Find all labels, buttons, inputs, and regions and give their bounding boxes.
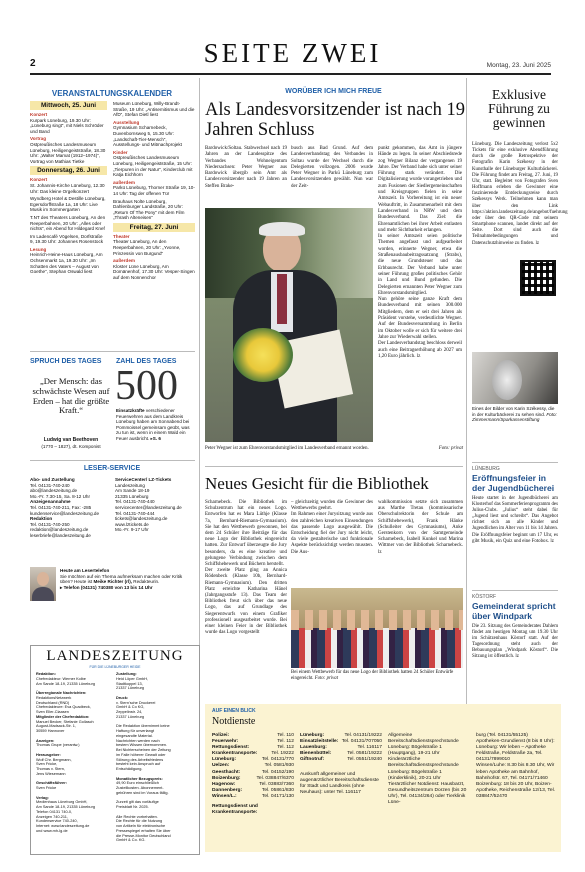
side-rule — [472, 462, 558, 463]
zahl-label: ZAHL DES TAGES — [116, 358, 177, 365]
impressum-line: gebühren sind im Voraus fällig. — [116, 790, 169, 795]
impressum-line: August-Madsack-Str. 1, — [36, 724, 76, 729]
zahl-title: Einsatzkräfte — [116, 408, 145, 413]
kal-cat: Vortrag — [30, 136, 46, 142]
impressum-line: eingesandte Material. — [116, 733, 153, 738]
notdienst-row-phone: Tel. 03883/7360 — [259, 781, 294, 787]
kalender-rule — [30, 351, 195, 352]
main-rule — [205, 466, 463, 467]
notdienst-row-label: Uelzen: — [212, 763, 230, 769]
notdienst-row-phone: Tel. 04152/190 — [261, 769, 294, 775]
leser-line: abo@landeszeitung.de — [30, 488, 78, 494]
column-rule-left — [199, 78, 200, 678]
leser-line: servicecenter@landeszeitung.de — [115, 504, 182, 510]
impressum-line: Thomas Grupe (verantw.) — [36, 743, 80, 748]
notdienst-row-phone: Tel. 0581/930 — [264, 763, 294, 769]
exklusiv-caption-credit: Foto: Zimmermann/Sparkassenstiftung — [472, 411, 557, 423]
notdienst-row-phone: Tel. 04131/707050 — [341, 739, 382, 745]
leser-redaktion-title: Redaktion — [30, 516, 53, 522]
notdienst-row-label: Lüneburg: — [300, 733, 325, 738]
photo-szekessy — [472, 352, 558, 404]
zahl-body: verschiedener Feuerwehren aus dem Landkreis Lüneburg haben am Sonnabend bei Pommoissel gemeinsam geübt, was zu tun ist, wenn in einem Wald ein Feuer ausbricht. — [116, 408, 190, 441]
main-caption-credit: Foto: privat — [438, 446, 463, 451]
notdienst-row-label: Boizenburg: — [212, 775, 241, 781]
kal-entry: Ostpreußisches Landesmuseum Lüneburg, Heiligengeiststraße, 18.30 Uhr: „Walter Mamat (1912–1974)“, Vortrag von Mathias Tietke — [30, 141, 106, 164]
kal-entry: Theater Lüneburg, An den Reeperbahnen, 20 Uhr: „Yvonne, Prinzessin von Burgund“ — [113, 239, 181, 256]
bib-col-1: Scharnebeck. Die Bibliothek im Schulzentrum hat ein neues Logo. Entworfen hat es Mara Lüthje (Klasse 7a, Bernhard-Riemann-Gymnasium). Sie hat den Wettbewerb gewonnen, bei dem 24 Schüler ihre Beiträge für das neue Logo der Bibliothek eingereicht hatten. Zur Entwurf überzeugte die Jury besonders, da es eine kreative und gelungene Verbindung zwischen dem Schiffshebewerk und Büchern herstellt. Der zweite Platz ging an Annica Rödenbeck (Klasse 10b, Bernhard-Riemann-Gymnasium). Den dritten Platz erreichte Katharina Hänel (Jahrgangsstufe 13). Das Team der Bibliothek freut sich über das neue Logo, das auf Grundlage des Siegerentwurfs von einem Grafiker professionell ausgearbeitet wurde. Bei einer kleinen Feier in der Bibliothek wurde das Logo vorgestellt — [205, 500, 287, 636]
impressum-line: Zustellkosten. Abonnement- — [116, 786, 164, 790]
leser-label: LESER-SERVICE — [83, 465, 141, 472]
leser-line: kundenservice@landeszeitung.de — [30, 510, 100, 516]
leser-line: tickets@landeszeitung.de — [115, 516, 168, 522]
bib-headline: Neues Gesicht für die Bibliothek — [205, 474, 429, 493]
arrow-icon: ▸ — [60, 584, 63, 590]
impressum-line: Mitglieder der Chefredaktion: — [36, 714, 90, 719]
zahl-ref: S. 6 — [152, 435, 161, 441]
kal-entry: Kloster Lüne Lüneburg, Am Domänenhof, 17.30 Uhr: Vesper-Singen auf dem Nonnenchor — [113, 263, 195, 281]
impressum-line: Geschäftsführer: — [36, 781, 67, 786]
notdienst-row-phone: Tel. 04131/19222 — [344, 733, 382, 738]
impressum-line: 30559 Hannover — [36, 729, 65, 733]
kalender-day-1: Mittwoch, 25. Juni — [30, 101, 107, 110]
kal-entry: Heinrich-Heine-Haus Lüneburg, Am Ochsenmarkt 1a, 19.30 Uhr: „Im Schatten des Vaters – August von Goethe“, Stephan Oswald liest — [30, 252, 103, 275]
impressum-line: v. Stern'sche Druckerei — [116, 700, 156, 705]
impressum-line: Alle Rechte vorbehalten. — [116, 814, 158, 819]
impressum-line: bestem Wissen übernommen. — [116, 743, 168, 748]
bib-caption-text: Bei einem Wettbewerb für das neue Logo der Bibliothek hatten 24 Schüler Entwürfe eingereicht. — [291, 670, 454, 681]
leser-line: Mo.-Fr. 9-17 Uhr — [115, 527, 149, 533]
impressum-line: Überregionale Nachrichten: — [36, 691, 87, 695]
impressum-line: Redaktion: — [36, 672, 56, 676]
impressum-line: Manuel Becker, Stefanie Gollasch — [36, 719, 94, 724]
header-rule — [30, 73, 551, 75]
notdienst-row-phone: Tel. 05861/830 — [261, 787, 294, 793]
side-text-2: Die 23. Sitzung des Gemeinderates Dahlem findet am heutigen Montag um 19.30 Uhr im Schützenhaus Köstorf statt. Auf der Tagesordnung steht auch der Bebauungsplan „Windpark Köstorf“. Die Sitzung ist öffentlich. lz — [472, 624, 558, 660]
impressum-line: GmbH & Co KG, — [116, 705, 145, 710]
kalender-col-1 — [30, 101, 107, 347]
kal-cat: Theater — [113, 233, 130, 239]
spruch-label: SPRUCH DES TAGES — [30, 358, 102, 365]
impressum-line: Internet: www.landeszeitung.de — [36, 824, 90, 828]
notdienst-col2-end: Auskunft allgemeiner und augenärztlicher Bereitschaftsdienste für Stadt und Landkreis (ohne Neuhaus): unter Tel. 116117 — [300, 772, 379, 796]
impressum-line: die Presse-Monitor Deutschland — [116, 833, 171, 838]
notdienst-row-label: Krankentransporte: — [212, 751, 258, 757]
impressum-line: Anzeigen 740-211, — [36, 814, 68, 819]
impressum-col-1 — [36, 672, 114, 852]
impressum-line: Medienhaus Lüneburg GmbH, — [36, 800, 88, 805]
spruch-author: Ludwig van Beethoven — [43, 437, 99, 443]
kal-entry: St. Johannis-Kirche Lüneburg, 12.30 Uhr: Das kleine Orgelkonzert — [30, 182, 105, 194]
impressum-line: Sven Fricke, — [36, 762, 58, 767]
main-photo-caption — [205, 446, 463, 452]
impressum-line: Preisblatt Nr. 2025. — [116, 805, 149, 809]
impressum-line: Am Sande 18-19, 21335 Lüneburg — [36, 681, 95, 686]
impressum-line: Nachrichten werden nach — [116, 738, 160, 743]
notdienst-row-phone: Tel. 0551/19240 — [347, 757, 382, 763]
side-rule-2 — [472, 590, 558, 591]
kal-entry: Im Ladencafé Vögelsen, Dorfstraße 9, 19.30 Uhr: Johannes Rosenstock — [30, 233, 104, 245]
kal-entry: Brauhaus Nolte Lüneburg, Dahlenburger Landstraße, 20 Uhr: „Return Of The Pony“ mit dem Film „Thrash Alteneisen“ — [113, 198, 185, 221]
leser-line: Tel. 04131-740-240 — [30, 482, 70, 488]
leser-left — [30, 477, 110, 539]
kalender-day-2: Donnerstag, 26. Juni — [30, 166, 107, 175]
page-title: SEITE ZWEI — [203, 38, 382, 68]
lesertelefon-text: Sie möchten auf ein Thema aufmerksam machen oder Kritik üben? Heute ist — [60, 573, 183, 585]
impressum-line: Die Redaktion übernimmt keine — [116, 724, 170, 729]
kalender-day-3: Freitag, 27. Juni — [113, 223, 195, 232]
leser-line: redaktion@landeszeitung.de — [30, 527, 89, 533]
qr-code-icon[interactable] — [520, 260, 556, 296]
kal-entry: T.NT des Theaters Lüneburg, An den Reeperbahnen, 20 Uhr: „Alles oder nichts“, ein Abend für Hildegard Knef — [30, 214, 106, 232]
impressum-line: Bei Nichterscheinen der Zeitung — [116, 748, 171, 752]
impressum-line: GmbH & Co. KG. — [116, 838, 146, 843]
impressum-line: Haftung für unverlangt — [116, 729, 155, 733]
notdienst-row-label: Winsen/L.: — [212, 793, 237, 799]
notdienst-col-2 — [300, 733, 382, 763]
impressum-line: Deutschland (RND) — [36, 700, 70, 705]
leser-line: Mo.-Fr. 7.30-15, Sa. 8-12 Uhr — [30, 493, 90, 499]
leser-line: Tel. 04131-740-250 — [30, 521, 70, 527]
lesertelefon-phone-text: Telefon (04131) 740380 von 13 bis 14 Uhr — [63, 584, 153, 590]
kal-cat: Ausstellung — [113, 119, 140, 125]
leser-line: leserbriefe@landeszeitung.de — [30, 532, 91, 538]
notdienst-row-phone: Tel. 0581/19222 — [347, 751, 382, 757]
impressum-line: Zeppelinstr. 24, — [116, 710, 143, 714]
kal-entry: Gymnasium Scharnebeck, Duvenbornsweg 5, 15.30 Uhr: „Landschaft-Tier-Mensch“, Ausstellungs- und Mitmachprojekt — [113, 125, 182, 148]
bib-col-3: wahlkommission setzte sich zusammen aus Marthe Tretau (kommissarische Oberschulrektorin der Schule am Schiffshebewerk), Frank Hänke (Schulleiter des Gymnasiums), Anke Gerstenkorn von der Samtgemeinde Scharnebeck, Isabell Kunkel und Marina Wittmer von der Bibliothek Scharnebeck. lz — [378, 500, 463, 555]
kalender-title: VERANSTALTUNGSKALENDER — [51, 89, 173, 98]
notdienst-row-phone: Tel. 19222 — [271, 751, 294, 757]
page-number: 2 — [30, 58, 36, 69]
leser-abo-title: Abo- und Zustellung — [30, 477, 75, 482]
notdienst-row-label: Hagenow: — [212, 781, 236, 787]
zahl-text — [116, 408, 194, 442]
kal-cat: Kinder — [113, 149, 128, 155]
impressum-line: 49,90 Euro einschließlich — [116, 781, 159, 786]
kal-entry: Kurpark Lüneburg, 19.30 Uhr: „Lüneburg singt“, mit Niels Schröder und Band — [30, 117, 104, 134]
lesertelefon-phone — [60, 585, 196, 591]
notdienst-col1-end: Rettungsdienst und Krankentransporte: — [212, 804, 258, 816]
impressum-logo-sub: FÜR DIE LÜNEBURGER HEIDE — [89, 665, 141, 669]
page-date: Montag, 23. Juni 2025 — [486, 62, 551, 69]
kalender-col-2 — [113, 101, 195, 347]
impressum-line: Störung des Arbeitsfriedens — [116, 757, 164, 762]
notdienst-row-label: Lauenburg: — [300, 745, 327, 751]
notdienst-row-label: Dannenberg: — [212, 787, 243, 793]
side-headline-2: Gemeinderat spricht über Windpark — [472, 601, 556, 621]
leser-line: www.lztickets.de — [115, 521, 149, 527]
notdienst-row-label: Polizei: — [212, 733, 230, 738]
notdienst-row — [212, 794, 294, 800]
notdienst-row-phone: Tel. 110 — [277, 733, 294, 738]
main-col-3: punkt gekommen, das Amt in jüngere Hände zu legen. In seiner Abschiedsrede zog Wegner Bilanz der vergangenen 19 Jahre. Der Verband habe sich unter seiner Führung stark verändert. Die Digitalisierung wurde vorangetrieben und zum Fusionen der Siedlergemeinschaften und Kreisgruppen fielen in seine Amtszeit. In Vorbereitung ist ein neuer Webauftritt, in Zusammenarbeit mit dem Landesverband in NRW und dem Bundesverband. Das Ziel: die Ehrenamtlichen bei ihrer Arbeit entlasten und mehr Sichtbarkeit erlangen. In seiner Amtszeit seien politische Themen angefasst und aufgearbeitet worden, erinnerte Wegner, etwa die Straßenausbaubeitragssatzung (Strabs), die neue Grundsteuer und das Erbbaurecht. Der Verband habe unter seiner Führung großes politisches Gehör in Land und Bund gefunden. Die Delegierten ernannten Peter Wegner zum Ehrenvorstandsmitglied. Nun gehöre seine ganze Kraft dem Bundesverband mit seinen 300.000 Mitgliedern, dem er seit drei Jahren als Präsident vorstehe, verdeutlichte Wegner. Auf der Bundesversammlung in Berlin im Oktober wolle er sich für weitere drei Jahre zur Wiederwahl stellen. Der Landesverbandstag beschloss derweil auch eine Beitragserhöhung ab 2027 um 1,20 Euro jährlich. lz — [378, 146, 462, 359]
notdienst-row-label: Rettungsdienst: — [212, 745, 250, 751]
leser-line: 21335 Lüneburg — [115, 493, 149, 499]
notdienst-row-phone: Tel. 112 — [277, 739, 294, 745]
exklusiv-caption — [472, 406, 558, 423]
notdienst-row-label: Bienenbüttel: — [300, 751, 332, 757]
exklusiv-headline: Exklusive Führung zu gewinnen — [488, 87, 550, 130]
zahl-number: 500 — [115, 363, 178, 409]
impressum-line: Zustellung: — [116, 672, 137, 676]
zahl-rule — [30, 460, 195, 461]
impressum-line: von Artikeln für elektronische — [116, 824, 166, 828]
notdienst-row-phone: Tel. 116117 — [357, 745, 382, 751]
impressum-line: Die Rechte für die Nutzung — [116, 819, 163, 824]
impressum-line: Stadtkoppel 13, — [116, 681, 143, 686]
impressum-line: 21337 Lüneburg — [116, 686, 145, 691]
impressum-line: Sven Eller-Claasen — [36, 710, 69, 714]
bib-caption-credit: Foto: privat — [314, 675, 339, 681]
impressum-line: Entschädigung. — [116, 767, 143, 771]
main-headline: Als Landesvorsitzender ist nach 19 Jahren Schluss — [205, 100, 465, 140]
notdienst-row-label: Geesthacht: — [212, 769, 241, 775]
notdienst-row-label: Einsatzleitstelle: — [300, 739, 339, 745]
notdienst-row-phone: Tel. 112 — [277, 745, 294, 751]
spruch-author-detail: (1770 – 1827), dt. Komponist — [41, 444, 101, 449]
impressum-line: Verlag: — [36, 795, 49, 800]
impressum-col-2 — [116, 672, 198, 852]
lesertelefon-name: Meike Richter (rl), — [93, 579, 133, 585]
lesertelefon — [60, 568, 196, 590]
leser-right — [115, 477, 195, 533]
notdienst-row-label: Lüneburg: — [212, 757, 237, 763]
leser-line: Am Sande 18-19 — [115, 488, 150, 494]
kal-cat: außerdem — [113, 179, 135, 185]
photo-bibliothek-group — [291, 588, 463, 668]
kal-cat: außerdem — [113, 258, 135, 264]
lesertelefon-portrait — [30, 567, 56, 601]
impressum-logo: LANDESZEITUNG — [46, 648, 184, 664]
notdienst-kicker: AUF EINEN BLICK — [212, 708, 256, 714]
impressum-line: Pressespiegel erhalten Sie über — [116, 828, 171, 833]
impressum-line: Zurzeit gilt das vorläufige — [116, 800, 159, 805]
impressum-line: Jens Wiesemann — [36, 771, 66, 776]
kal-entry: Wyndberg Hotel & Destille Lüneburg, Egersdorffstraße 1a, 18 Uhr: Live Musik im Sommergarten — [30, 196, 106, 213]
impressum-line: Sven Fricke — [36, 786, 57, 790]
kal-cat: Konzert — [30, 177, 48, 183]
side-text-1: Heute startet in der Jugendbücherei am Klosterhof das Sommerferienprogramm des Julius-Clubs. „Julius“ steht dabei für „Jugend liest und schreibt“. Das Angebot richtet sich an alle Kinder und Jugendlichen im Alter von 11 bis 14 Jahren. Die Eröffnungsfeier beginnt um 17 Uhr, es gibt Musik, ein Quiz und eine Fotobox. lz — [472, 496, 558, 544]
main-col-2: busch aus Bad Grund. Auf dem Landesverbandstag des Verbandes in Soltau wurde der Wechsel durch die Delegierten vollzogen. 2006 wurde Peter Wegner in Parkü Lüneburg zum Landesvorsitzenden gewählt. Nun war der Zeit- — [291, 146, 373, 189]
arrow-icon: ▸ — [150, 435, 153, 441]
photo-peter-wegner — [205, 208, 373, 442]
side-headline-1: Eröffnungsfeier in der Jugendbücherei — [472, 473, 555, 493]
impressum-line: im Falle höherer Gewalt oder — [116, 752, 166, 757]
notdienst-row-phone: Tel. 04131/770 — [261, 757, 294, 763]
notdienst-row-phone: Tel. 038847/6370 — [256, 775, 294, 781]
impressum-line: Chefredakteure: Eva Quadbeck, — [36, 705, 91, 710]
impressum-line: Wolf Chr. Bergmann, — [36, 757, 72, 762]
notdienst-col-4: burg (Tel. 04131/55125) Apotheken-Grundienst (8 bis 8 Uhr): Lüneburg: Wir leben – Apotheke Feldstraße, Feldstraße 2a, Tel. 04131/7899010 Winsen/Luhe: 8.30 bis 8.30 Uhr, Wir leben Apotheke am Bahnhof, Bahnhofstr. 67, Tel. 04171/71460 Boizenburg: 18 bis 20 Uhr, Boizen-Apotheke, Reichenstraße 12/13, Tel. 038847/52470 — [476, 733, 556, 799]
notdienst-title: Notdienste — [212, 716, 256, 727]
main-caption-text: Peter Wegner ist zum Ehrenvorstandsmitglied im Landesverband ernannt worden. — [205, 446, 369, 451]
bib-caption — [291, 670, 463, 682]
notdienst-row-label: Giftnotruf: — [300, 757, 325, 763]
impressum-line: 21337 Lüneburg — [116, 714, 145, 719]
leser-line: Tel. 04131-740-211, Fax: -285 — [30, 504, 92, 510]
notdienst-row-label: Feuerwehr: — [212, 739, 239, 745]
impressum-line: und www.mh-lg.de — [36, 828, 68, 833]
spruch-quote: „Der Mensch: das schwächste Wesen auf Erden – hat die größte Kraft.“ — [32, 376, 110, 416]
lesertelefon-title: Heute am Lesertelefon — [60, 568, 110, 573]
kal-entry: Parkü Lüneburg, Thorner Straße 19, 10-14 Uhr: Tag der offenen Tür — [113, 185, 195, 196]
impressum-line: Chefredakteur: Werner Kolbe — [36, 676, 86, 681]
main-col-1: Bardowick/Soltau. Stabwechsel nach 19 Jahren an der Landesspitze des Verbandes Wohneigentum Niedersachsen: Peter Wegner aus Bardowick übergib sein Amt als Landesvorsitzender nach 19 Jahren an Steffen Brake- — [205, 146, 287, 189]
impressum-line: RedaktionsNetzwerk — [36, 695, 72, 700]
leser-line: Tel. 04131-740-444 — [115, 510, 155, 516]
leser-line: Tel. 04131-740-440 — [115, 499, 155, 505]
bib-col-2: – gleichzeitig wurden die Gewinner des Wettbewerbs geehrt. Im Rahmen einer Jurysitzung wurde aus den zahlreichen kreativen Einsendungen das passende Logo ausgewählt. Die Entscheidung fiel der Jury nicht leicht, da viele gestalterische und funktionale Aspekte berücksichtigt werden mussten. Die Aus- — [291, 500, 373, 555]
impressum-line: Monatlicher Bezugspreis: — [116, 776, 163, 781]
exklusiv-caption-text: Eines der Bilder von Karin Székessy, die in der Kulturbäckerei zu sehen sind. — [472, 406, 555, 417]
leser-anzeigen-title: Anzeigenannahme — [30, 499, 71, 505]
impressum-line: Am Sande 18-19, 21335 Lüneburg — [36, 805, 95, 809]
column-rule-right — [466, 78, 467, 704]
impressum-line: besteht kein Anspruch auf — [116, 762, 161, 767]
impressum-line: Herausgeber: — [36, 752, 61, 757]
side-place-2: KÖSTORF — [472, 594, 497, 600]
impressum-line: Druck: — [116, 695, 129, 700]
kal-entry: Museum Lüneburg, Willy-Brandt-Straße, 19 Uhr: „Antisemitismus und die AfD“, Stefan Dietl liest — [113, 101, 195, 118]
impressum-line: Heid Löper GmbH, — [116, 676, 149, 681]
exklusiv-text: Lüneburg. Die Landeszeitung verlost 5x2 Tickets für eine exklusive Abendführung durch die große Retrospektive der Fotografin Karin Székessy in der Kunsthalle der Lüneburger Kulturbäckerei. Die Führung findet am Freitag, 27. Juni, 19 Uhr, statt. Begleitet von Fotografen Sven Hoffmann erleben die Gewinner eine faszinierende Entdeckungsreise durch Székessys Werk. Teilnehmen kann man über den Link https://aktion.landeszeitung.de/angebot/fuehrung oder über den QR-Code mit seinem Smartphone scannen, landet direkt auf der Seite. Dort sind auch die Teilnahmebedingungen und Datenschutzhinweise zu finden. lz — [472, 142, 568, 246]
leser-line: Landeszeitung — [115, 482, 145, 488]
leser-service-title: ServiceCenter/ LZ-Tickets — [115, 477, 172, 482]
notdienst-col-3: Allgemeine Bereitschaftsdienstsprechstunde Lüneburg: Bögelstraße 1 (Hauptgang), 19-21 Uhr Kinderärztliche Bereitschaftsdienstsprechstunde Lüneburg: Bögelstraße 1 (Kinderklinik), 20-21 Uhr Tierärztlicher Notdienst: Hausbarzt, Gesundheitszentrum Dorzen (bis 20 Uhr), Tel. 04134/264) oder Tierklinik Lüne- — [388, 733, 467, 806]
main-kicker: WORÜBER ICH MICH FREUE — [285, 88, 382, 95]
notdienst-col-1 — [212, 733, 294, 800]
notdienst-row-phone: Tel. 04171/130 — [261, 793, 294, 799]
impressum-line: Kundenservice 740-240, — [36, 819, 78, 824]
impressum-line: Thomas v. Stern, — [36, 767, 65, 771]
kal-entry: Ostpreußisches Landesmuseum Lüneburg, Heiligengeiststraße, 15 Uhr: „Tierpuren in der Natur“, Kinderclub mit Katja Eichhorn — [113, 155, 193, 178]
impressum-line: Anzeigen: — [36, 738, 55, 743]
lesertelefon-role: Redakteurin. — [133, 579, 160, 585]
notdienst-row — [300, 757, 382, 763]
kal-cat: Konzert — [30, 112, 48, 117]
impressum-line: Telefon 04131 740-0, — [36, 809, 73, 814]
kal-cat: Lesung — [30, 246, 47, 252]
side-place-1: LÜNEBURG — [472, 466, 500, 472]
